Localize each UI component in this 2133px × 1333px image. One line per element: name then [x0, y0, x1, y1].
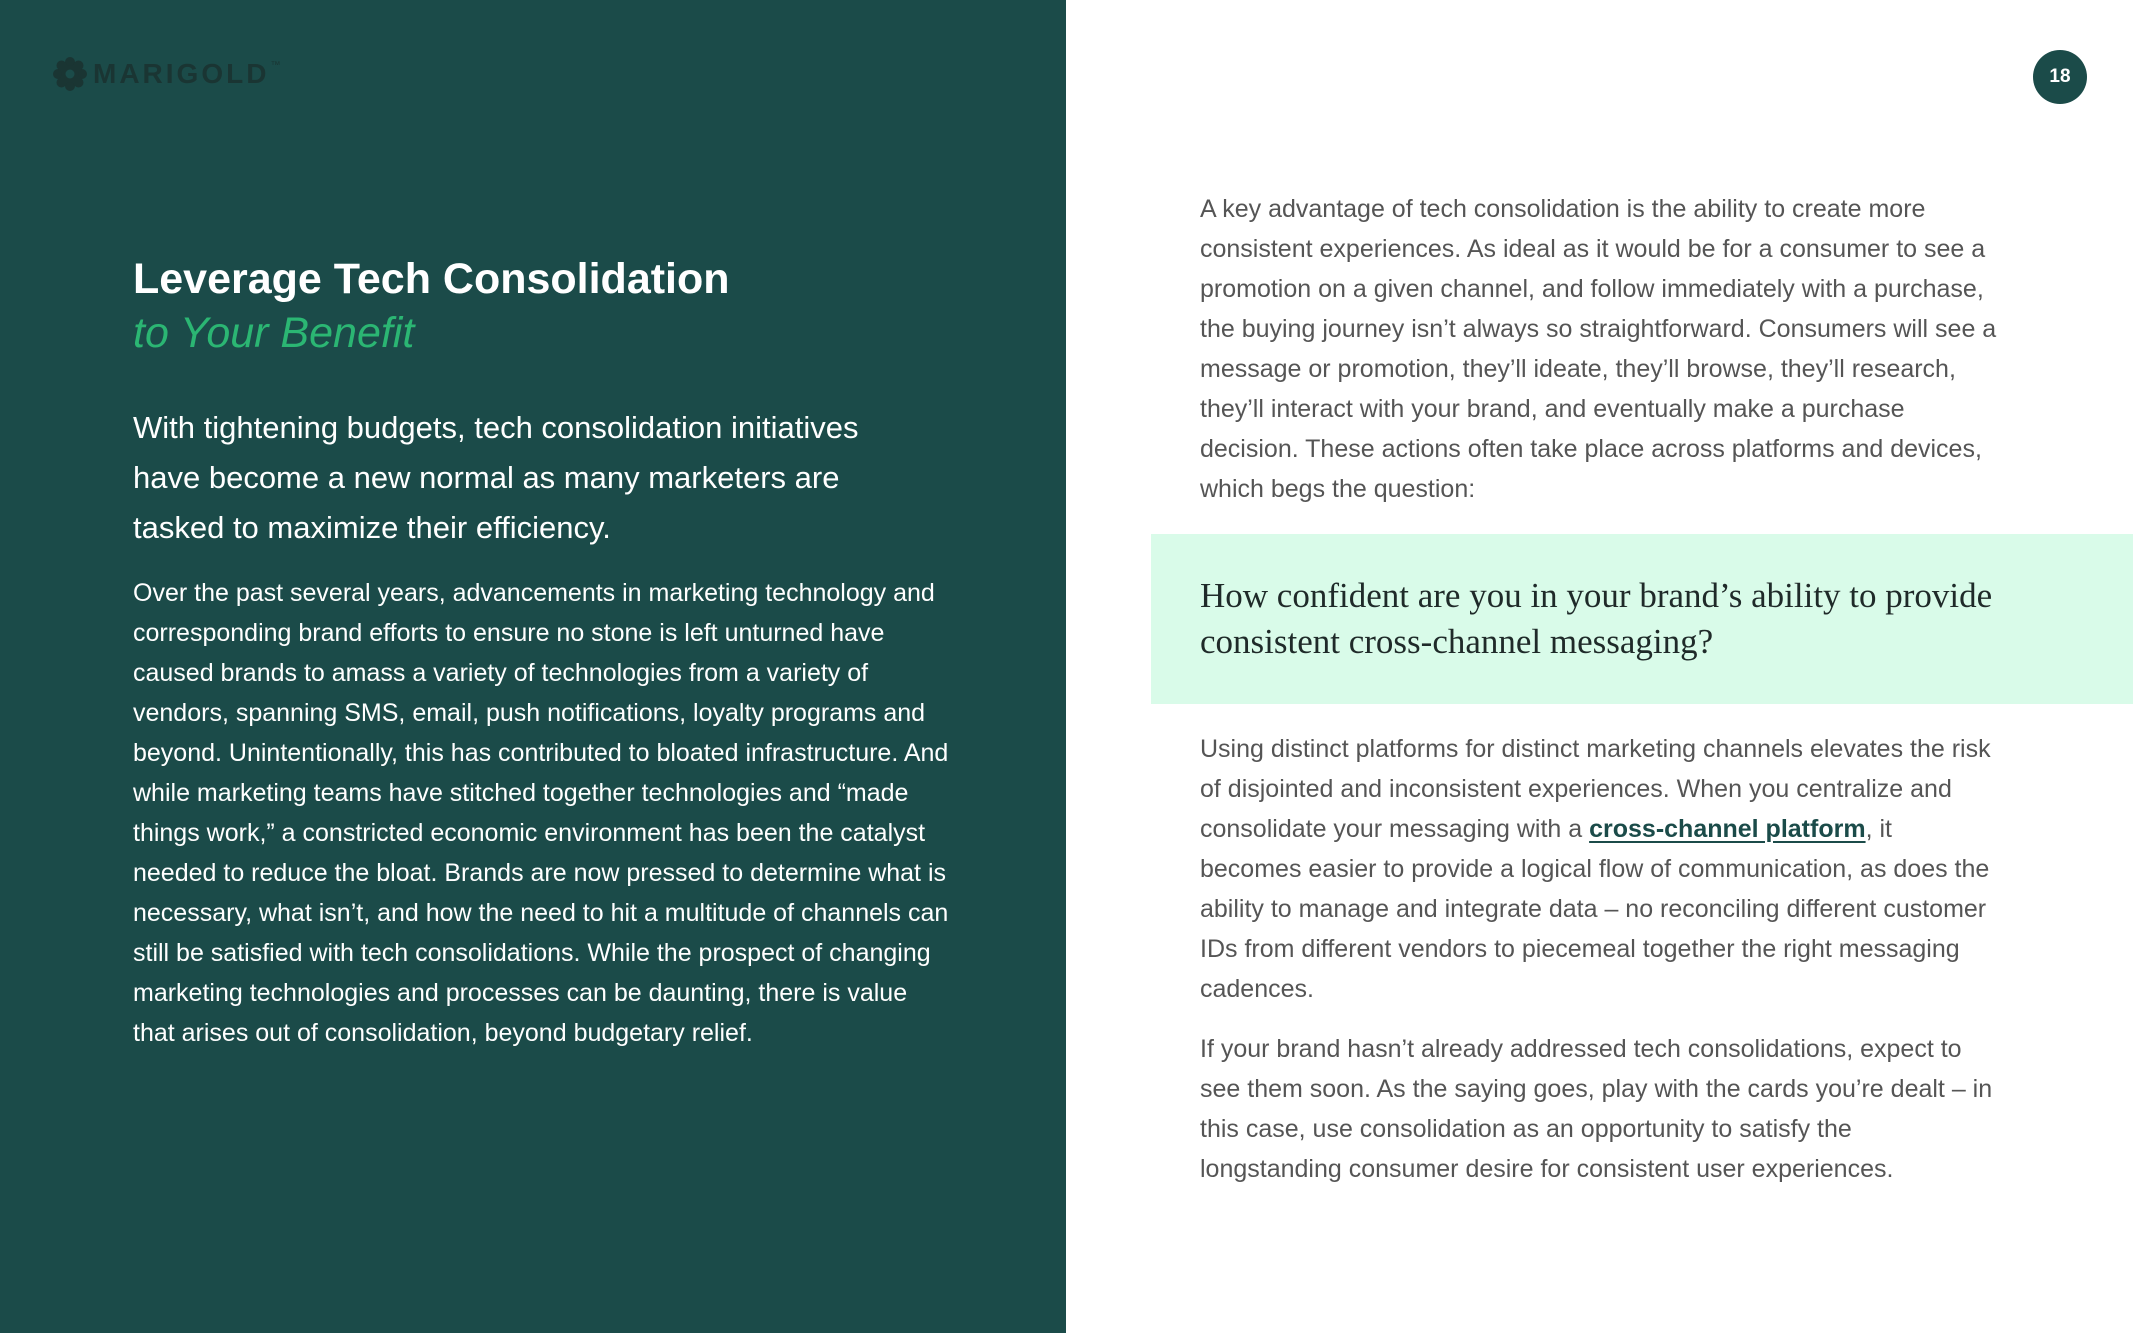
- paragraph-2-after: , it becomes easier to provide a logical flow of communication, as does the ability to manage and integrate data – no reconciling different customer IDs from different vendors to piecemeal together the right messaging cadences.: [1200, 815, 1990, 1003]
- trademark: ™: [270, 60, 281, 71]
- left-panel: [0, 0, 1066, 1333]
- left-body-paragraph: Over the past several years, advancements in marketing technology and corresponding brand efforts to ensure no stone is left unturned have caused brands to amass a variety of technologies from a variety of vendors, spanning SMS, email, push notifications, loyalty programs and beyond. Unintentionally, this has contributed to bloated infrastructure. And while marketing teams have stitched together technologies and “made things work,” a constricted economic environment has been the catalyst needed to reduce the bloat. Brands are now pressed to determine what is necessary, what isn’t, and how the need to hit a multitude of channels can still be satisfied with tech consolidations. While the prospect of changing marketing technologies and processes can be daunting, there is value that arises out of consolidation, beyond budgetary relief.: [133, 579, 949, 1047]
- page-title: [133, 252, 953, 360]
- title-main: Leverage Tech Consolidation: [133, 255, 730, 303]
- paragraph-1-text: A key advantage of tech consolidation is the ability to create more consistent experiences. As ideal as it would be for a consumer to see a promotion on a given channel, and follow immediately with a purchase, the buying journey isn’t always so straightforward. Consumers will see a message or promotion, they’ll ideate, they’ll browse, they’ll research, they’ll interact with your brand, and eventually make a purchase decision. These actions often take place across platforms and devices, which begs the question:: [1200, 195, 1997, 503]
- paragraph-2-text: [1200, 729, 2000, 1009]
- page-number-badge: 18: [2033, 50, 2087, 104]
- paragraph-3-text: If your brand hasn’t already addressed tech consolidations, expect to see them soon. As the saying goes, play with the cards you’re dealt – in this case, use consolidation as an opportunity to satisfy the longstanding consumer desire for consistent user experiences.: [1200, 1035, 1993, 1183]
- right-paragraph-2: [1200, 729, 2000, 1009]
- intro-paragraph: With tightening budgets, tech consolidation initiatives have become a new normal as many marketers are tasked to maximize their efficiency.: [133, 410, 859, 545]
- pull-quote-box: [1151, 534, 2133, 704]
- brand-name: MARIGOLD: [93, 58, 270, 89]
- right-paragraph-1: [1200, 189, 2000, 509]
- right-paragraph-3: [1200, 1029, 2000, 1189]
- marigold-logo[interactable]: [53, 56, 280, 92]
- title-accent: to Your Benefit: [133, 309, 415, 357]
- paragraph-2-before: Using distinct platforms for distinct marketing channels elevates the risk of disjointed and inconsistent experiences. When you centralize and consolidate your messaging with a: [1200, 735, 1991, 843]
- pull-quote: How confident are you in your brand’s ability to provide consistent cross-channel messaging?: [1200, 576, 1993, 661]
- cross-channel-platform-link[interactable]: cross-channel platform: [1589, 815, 1866, 843]
- marigold-flower-icon: [53, 57, 87, 91]
